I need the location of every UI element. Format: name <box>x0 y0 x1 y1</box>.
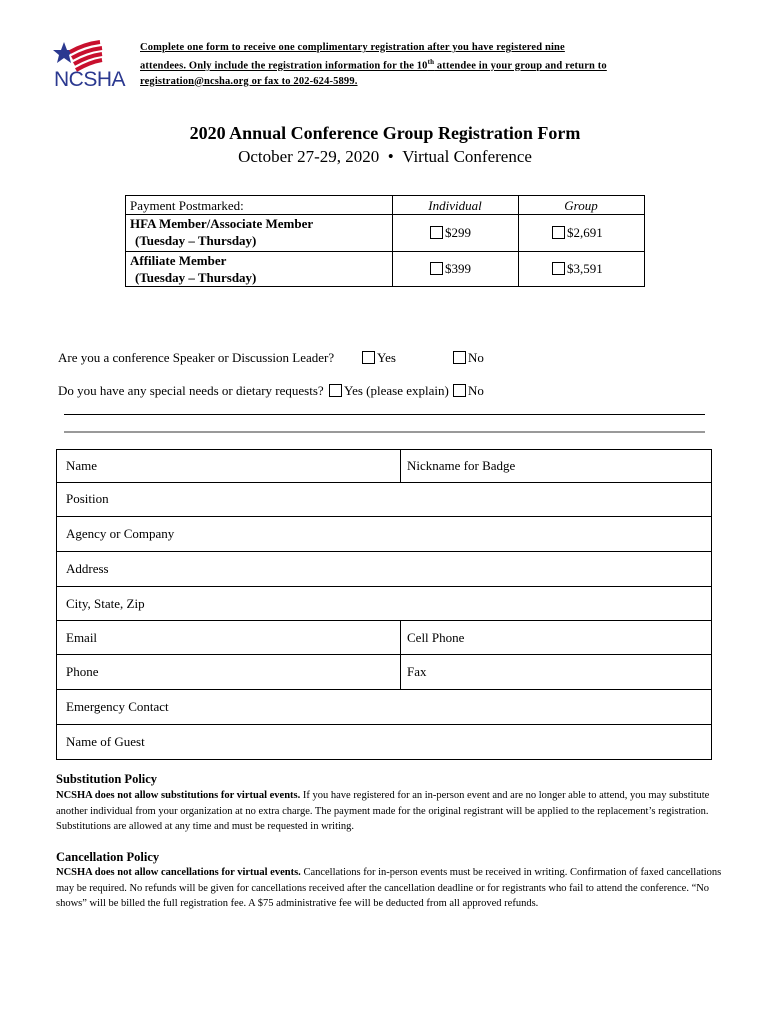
ncsha-logo <box>48 38 132 94</box>
fee-table <box>125 195 645 287</box>
intro-line-1: Complete one form to receive one complimentary registration after you have registered nine <box>140 42 565 53</box>
needs-yes-option[interactable]: Yes (please explain) <box>329 383 449 399</box>
agency-field[interactable]: Agency or Company <box>66 526 175 541</box>
registrant-form <box>56 449 712 760</box>
checkbox[interactable] <box>453 384 466 397</box>
speaker-yes-option[interactable]: Yes <box>362 350 396 366</box>
checkbox[interactable] <box>430 226 443 239</box>
logo-text: NCSHA <box>54 68 126 91</box>
checkbox[interactable] <box>552 262 565 275</box>
cancellation-body: NCSHA does not allow cancellations for virtual events. Cancellations for in-person events must be received in writing. Confirmation of faxed cancellations may be required. No refunds will be given for cancellations received after the cancellation deadline or for registrants who fail to attend the conference. “No shows” will be billed the full registration fee. A $75 administrative fee will be deducted from all approved refunds. <box>56 867 722 909</box>
speaker-question: Are you a conference Speaker or Discussion Leader? <box>58 350 335 365</box>
affiliate-individual-option[interactable]: $399 <box>430 260 471 277</box>
page-subtitle: October 27-29, 2020 • Virtual Conference <box>238 147 532 166</box>
fee-row-hfa: HFA Member/Associate Member (Tuesday – Thursday) <box>130 216 314 248</box>
payment-postmarked-label: Payment Postmarked: <box>130 198 244 213</box>
needs-no-option[interactable]: No <box>453 383 484 399</box>
speaker-no-option[interactable]: No <box>453 350 484 366</box>
address-field[interactable]: Address <box>66 561 109 576</box>
checkbox[interactable] <box>430 262 443 275</box>
intro-line-3: registration@ncsha.org or fax to 202-624-5899. <box>140 75 358 87</box>
checkbox[interactable] <box>329 384 342 397</box>
cell-phone-field[interactable]: Cell Phone <box>407 630 465 645</box>
fax-field[interactable]: Fax <box>407 664 427 679</box>
checkbox[interactable] <box>453 351 466 364</box>
hfa-group-option[interactable]: $2,691 <box>552 224 603 241</box>
explain-line-1[interactable] <box>64 414 705 415</box>
col-group: Group <box>564 198 598 213</box>
cancellation-heading: Cancellation Policy <box>56 850 160 864</box>
guest-name-field[interactable]: Name of Guest <box>66 734 145 749</box>
position-field[interactable]: Position <box>66 491 109 506</box>
intro-line-2: attendees. Only include the registration information for the 10th attendee in your group and return to <box>140 58 607 72</box>
emergency-contact-field[interactable]: Emergency Contact <box>66 699 169 714</box>
phone-field[interactable]: Phone <box>66 664 99 679</box>
nickname-field[interactable]: Nickname for Badge <box>407 458 516 473</box>
city-state-zip-field[interactable]: City, State, Zip <box>66 596 145 611</box>
page-title: 2020 Annual Conference Group Registration Form <box>189 123 581 143</box>
substitution-heading: Substitution Policy <box>56 772 158 786</box>
needs-question: Do you have any special needs or dietary requests? <box>58 383 324 398</box>
fee-row-affiliate: Affiliate Member (Tuesday – Thursday) <box>130 253 257 285</box>
checkbox[interactable] <box>552 226 565 239</box>
intro-note <box>140 40 690 89</box>
email-field[interactable]: Email <box>66 630 98 645</box>
name-field[interactable]: Name <box>66 458 98 473</box>
affiliate-group-option[interactable]: $3,591 <box>552 260 603 277</box>
col-individual: Individual <box>428 198 482 213</box>
substitution-body: NCSHA does not allow substitutions for virtual events. If you have registered for an in-person event and are no longer able to attend, you may substitute another individual from your organization at no extra charge. The payment made for the original registrant will be applied to the replacement’s registration. Substitutions are allowed at any time and must be requested in writing. <box>56 790 710 832</box>
checkbox[interactable] <box>362 351 375 364</box>
hfa-individual-option[interactable]: $299 <box>430 224 471 241</box>
explain-line-2[interactable] <box>64 431 705 433</box>
